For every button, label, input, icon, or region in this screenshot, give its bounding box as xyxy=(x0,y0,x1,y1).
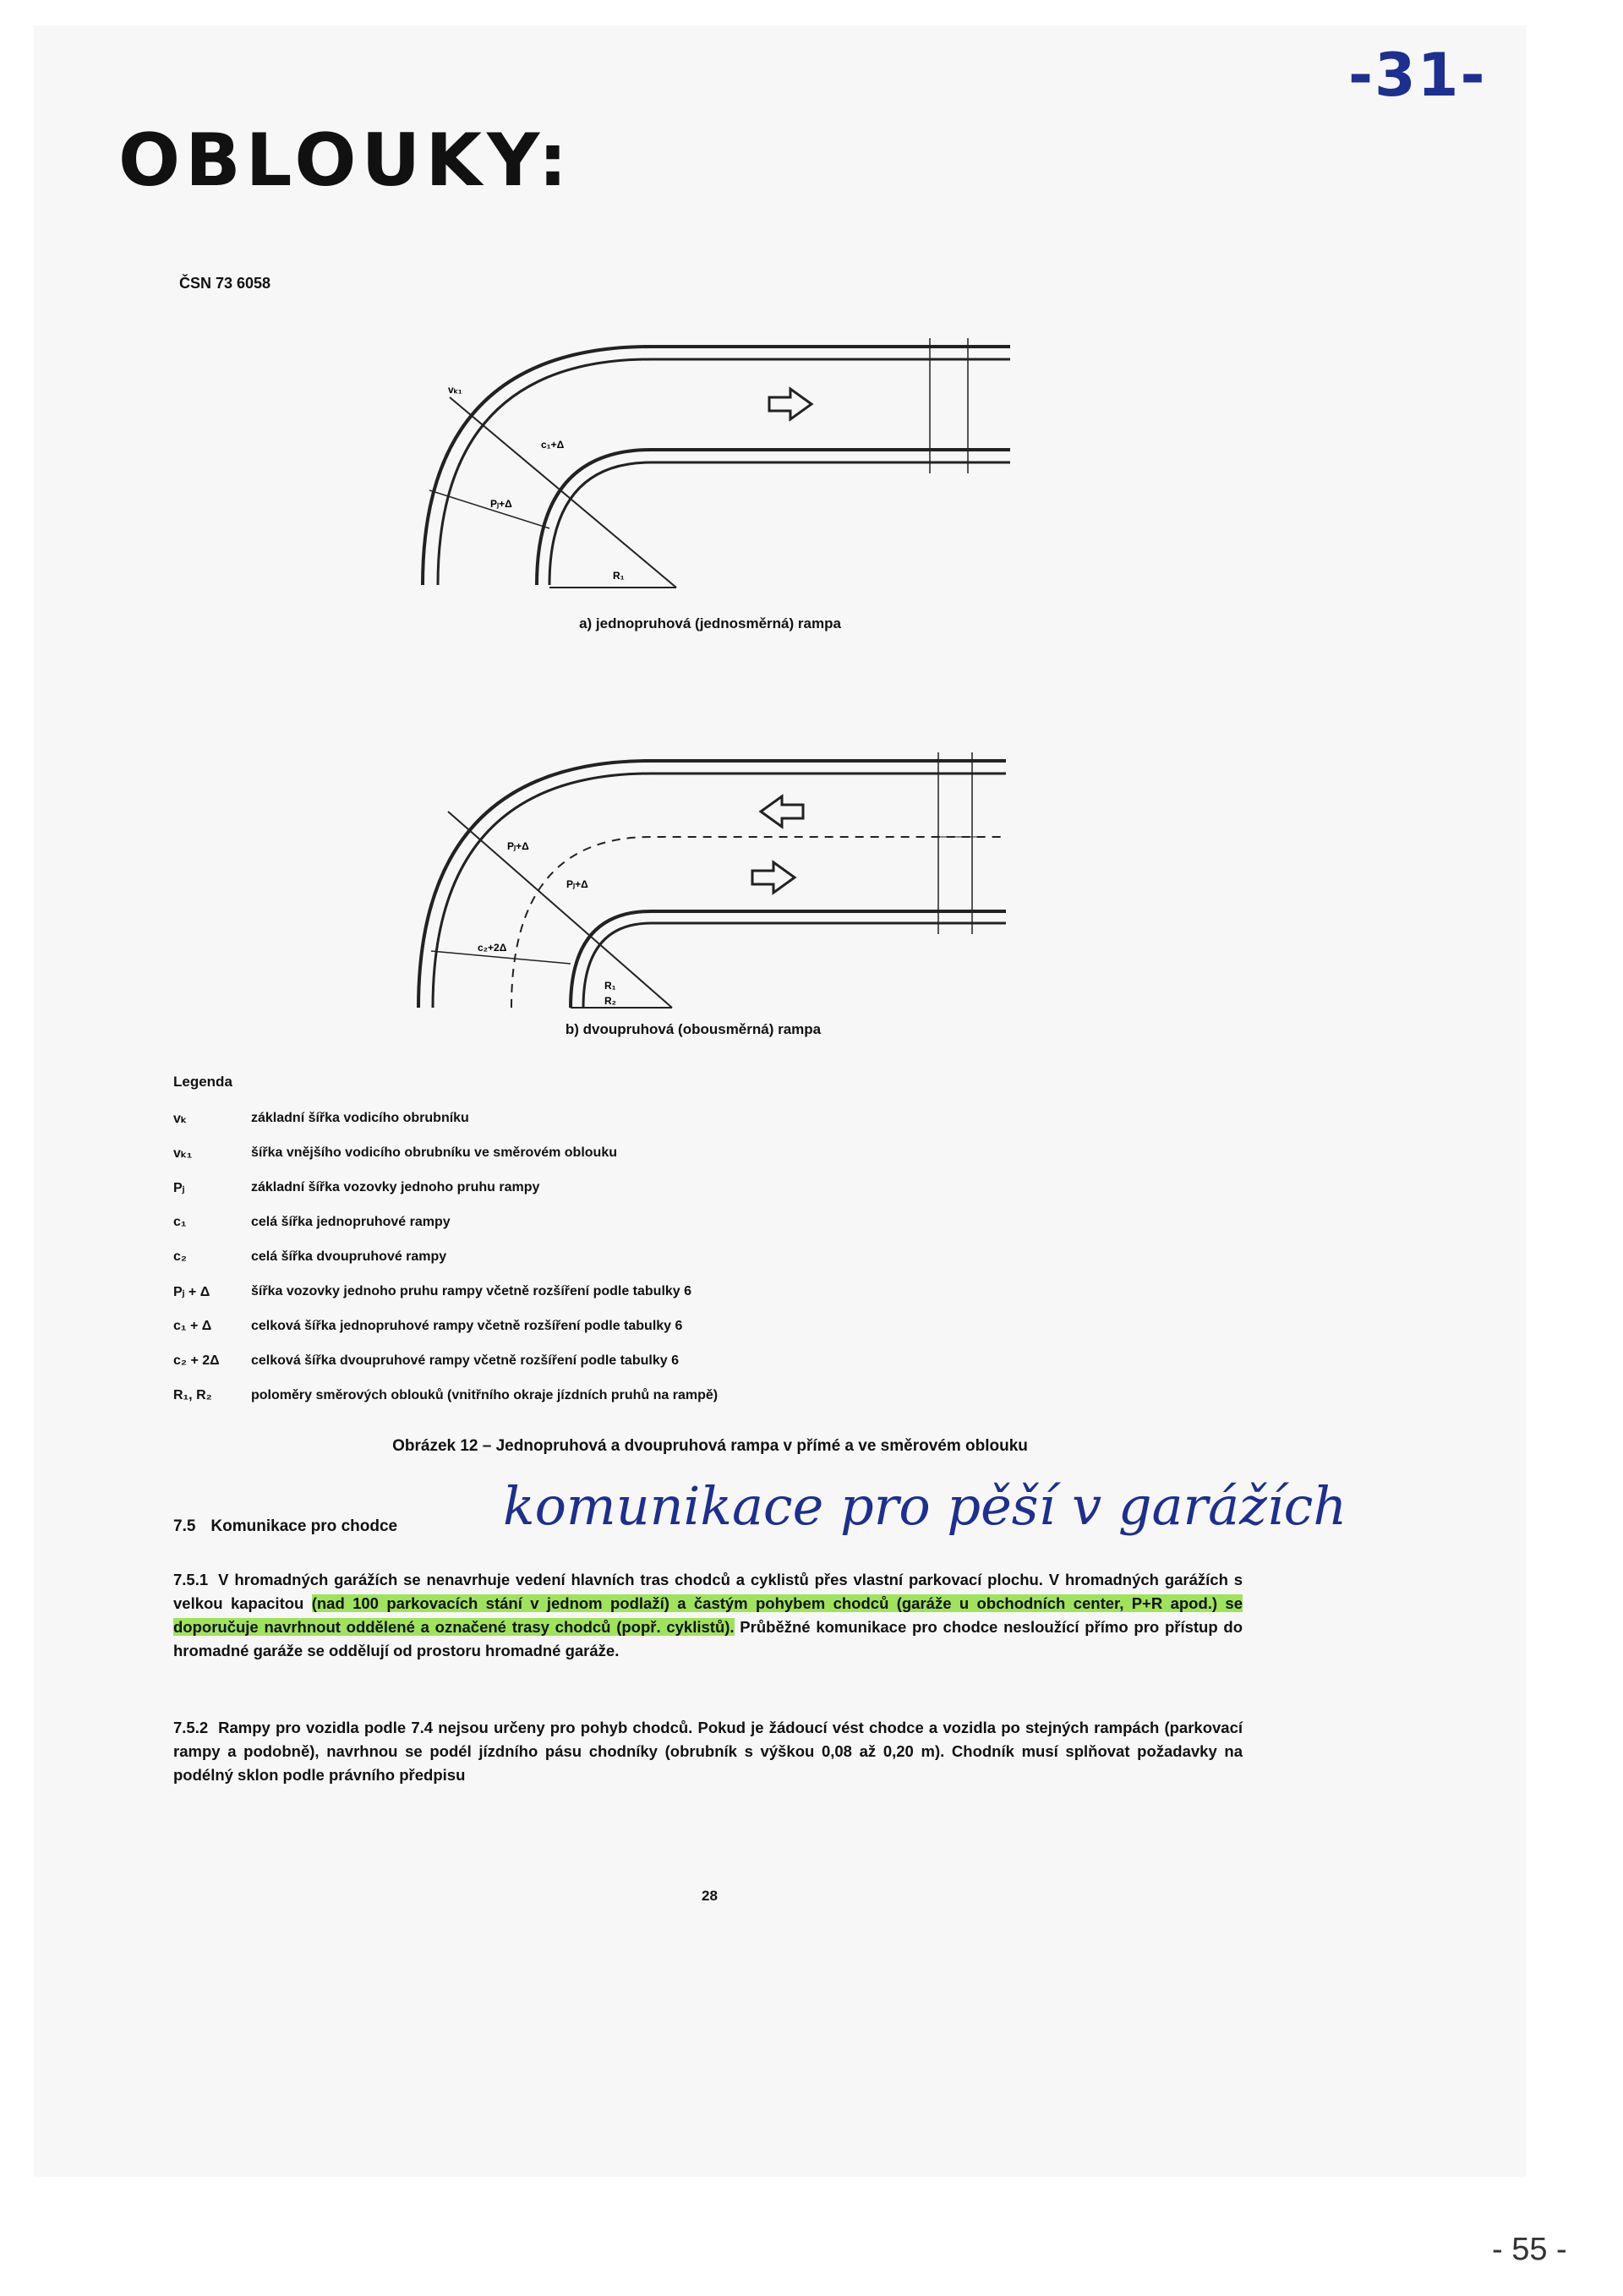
footer-page-number: - 55 - xyxy=(1492,2232,1567,2267)
svg-text:R₁: R₁ xyxy=(604,980,616,992)
paragraph-text: V hromadných garážích se nenavrhuje vedení hlavních tras chodců a cyklistů přes vlastní parkovací plochu. V hromadných garážích s velkou kapacitou xyxy=(173,1571,1243,1612)
legend-symbol: vₖ xyxy=(173,1111,187,1126)
svg-text:Pⱼ+Δ: Pⱼ+Δ xyxy=(566,878,588,890)
paragraph-text: Rampy pro vozidla podle 7.4 nejsou určeny pro pohyb chodců. Pokud je žádoucí vést chodce a vozidla po stejných rampách (parkovací rampy a podobně), navrhnou se podél jízdního pásu chodníky (obrubník s výškou 0,08 až 0,20 m). Chodník musí splňovat požadavky na podélný sklon podle právního předpisu xyxy=(173,1719,1243,1784)
legend-row xyxy=(173,1170,1272,1205)
paragraph-number: 7.5.1 xyxy=(173,1571,209,1588)
legend-symbol: c₂ + 2Δ xyxy=(173,1353,220,1368)
handwritten-note: komunikace pro pěší v garážích xyxy=(503,1475,1347,1537)
handwritten-page-number: -31- xyxy=(1348,41,1487,110)
svg-text:c₂+2Δ: c₂+2Δ xyxy=(478,942,507,954)
legend-description: celá šířka jednopruhové rampy xyxy=(251,1214,451,1229)
legend-symbol: c₁ + Δ xyxy=(173,1318,212,1333)
svg-text:c₁+Δ: c₁+Δ xyxy=(541,439,565,451)
legend-description: základní šířka vozovky jednoho pruhu rampy xyxy=(251,1179,540,1194)
svg-text:Pⱼ+Δ: Pⱼ+Δ xyxy=(507,840,529,852)
section-heading xyxy=(173,1517,397,1536)
legend-description: základní šířka vodicího obrubníku xyxy=(251,1110,469,1125)
section-title: Komunikace pro chodce xyxy=(210,1517,398,1535)
legend-description: celková šířka jednopruhové rampy včetně rozšíření podle tabulky 6 xyxy=(251,1318,683,1333)
legend-row xyxy=(173,1135,1272,1170)
legend-description: celková šířka dvoupruhové rampy včetně rozšíření podle tabulky 6 xyxy=(251,1353,679,1368)
highlighted-text: (nad 100 parkovacích stání v jednom podlaží) a častým pohybem chodců (garáže u obchodních center, P+R apod.) se doporučuje navrhnout oddělené a označené trasy chodců (popř. cyklistů). xyxy=(173,1594,1243,1636)
svg-text:vₖ₁: vₖ₁ xyxy=(448,384,462,396)
legend-description: šířka vnějšího vodicího obrubníku ve směrovém oblouku xyxy=(251,1145,617,1160)
legend-symbol: vₖ₁ xyxy=(173,1145,193,1161)
paragraph-number: 7.5.2 xyxy=(173,1719,209,1736)
legend xyxy=(173,1074,1272,1413)
figure-b-two-lane-ramp xyxy=(397,735,1023,1023)
legend-symbol: Pⱼ xyxy=(173,1180,185,1195)
figure-title: Obrázek 12 – Jednopruhová a dvoupruhová rampa v přímé a ve směrovém oblouku xyxy=(392,1437,1028,1455)
legend-row xyxy=(173,1378,1272,1413)
legend-row xyxy=(173,1343,1272,1378)
legend-description: poloměry směrových oblouků (vnitřního okraje jízdních pruhů na rampě) xyxy=(251,1387,719,1402)
legend-description: celá šířka dvoupruhové rampy xyxy=(251,1249,447,1264)
legend-title: Legenda xyxy=(173,1074,232,1090)
paragraph-text: Průběžné komunikace pro chodce nesloužící přímo pro přístup do hromadné garáže se oddělují od prostoru hromadné garáže. xyxy=(173,1618,1243,1659)
printed-page-number: 28 xyxy=(702,1888,718,1904)
standard-label: ČSN 73 6058 xyxy=(179,275,271,292)
legend-description: šířka vozovky jednoho pruhu rampy včetně rozšíření podle tabulky 6 xyxy=(251,1283,692,1298)
legend-row xyxy=(173,1101,1272,1135)
section-number: 7.5 xyxy=(173,1517,196,1535)
legend-symbol: R₁, R₂ xyxy=(173,1387,212,1402)
svg-text:Pⱼ+Δ: Pⱼ+Δ xyxy=(490,498,512,510)
legend-row xyxy=(173,1205,1272,1239)
figure-a-caption: a) jednopruhová (jednosměrná) rampa xyxy=(579,615,841,631)
legend-row xyxy=(173,1239,1272,1274)
svg-text:R₁: R₁ xyxy=(613,570,625,582)
paragraph-7-5-2 xyxy=(173,1716,1243,1787)
legend-symbol: Pⱼ + Δ xyxy=(173,1284,210,1299)
paragraph-7-5-1 xyxy=(173,1568,1243,1663)
legend-symbol: c₂ xyxy=(173,1249,188,1264)
legend-symbol: c₁ xyxy=(173,1214,187,1229)
figure-b-caption: b) dvoupruhová (obousměrná) rampa xyxy=(565,1021,822,1037)
svg-text:R₂: R₂ xyxy=(604,995,616,1007)
handwritten-heading: OBLOUKY: xyxy=(118,118,573,203)
legend-row xyxy=(173,1309,1272,1343)
figure-a-single-lane-ramp xyxy=(397,313,1023,600)
legend-row xyxy=(173,1274,1272,1309)
